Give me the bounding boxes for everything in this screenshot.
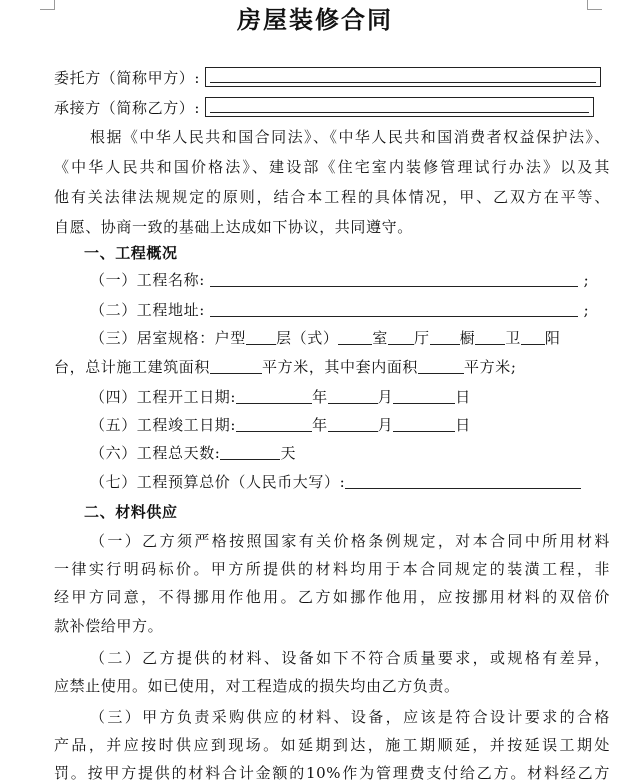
client-name-field[interactable] [205,67,601,87]
total-days-field[interactable] [220,444,280,460]
start-month-label: 月 [377,388,394,406]
document-title: 房屋装修合同 [237,5,393,34]
materials-p3-line-3: 罚。按甲方提供的材料合计金额的10%作为管理费支付给乙方。材料经乙方 [54,764,610,782]
client-label: 委托方（简称甲方）: [54,69,201,87]
room-label: 室 [372,329,389,347]
start-month-field[interactable] [328,388,378,404]
contractor-name-field[interactable] [205,97,594,117]
start-date-row [90,387,630,407]
balcony-label: 阳 [544,329,561,347]
section-1-heading: 一、工程概况 [84,244,178,262]
total-days-label: （六）工程总天数: [90,444,221,462]
balcony-count-field[interactable] [521,329,545,345]
room-spec-row [90,328,630,348]
area-row [54,357,610,377]
project-name-semicolon: ; [583,271,590,289]
materials-p1-line-1: （一）乙方须严格按照国家有关价格条例规定，对本合同中所用材料 [90,532,610,550]
total-days-unit: 天 [280,444,297,462]
project-name-label: （一）工程名称: [90,271,205,289]
contractor-label: 承接方（简称乙方）: [54,99,201,117]
start-year-field[interactable] [236,388,312,404]
start-year-label: 年 [312,388,328,406]
end-day-label: 日 [455,416,471,434]
cabinet-label: 橱 [459,329,476,347]
start-day-field[interactable] [393,388,455,404]
materials-p1-line-3: 经甲方同意，不得挪用作他用。乙方如挪作他用，应按挪用材料的双倍价 [54,588,610,606]
contractor-row [54,97,610,118]
budget-label: （七）工程预算总价（人民币大写）: [90,473,346,491]
project-address-field[interactable] [210,301,578,317]
room-spec-prefix: （三）居室规格：户型 [90,329,247,347]
bathroom-label: 卫 [505,329,521,347]
area-label-a: 台，总计施工建筑面积 [54,358,211,376]
house-type-field[interactable] [246,329,276,345]
budget-row [90,472,630,492]
end-date-row [90,415,630,435]
preamble-line-1: 根据《中华人民共和国合同法》、《中华人民共和国消费者权益保护法》、 [90,128,610,146]
area-label-b: 平方米，其中套内面积 [262,358,419,376]
end-date-label: （五）工程竣工日期: [90,416,237,434]
project-address-row [90,300,630,320]
area-label-c: 平方米; [464,358,517,376]
end-year-field[interactable] [236,416,312,432]
cabinet-count-field[interactable] [430,329,460,345]
materials-p3-line-1: （三）甲方负责采购供应的材料、设备，应该是符合设计要求的合格 [90,708,610,726]
budget-field[interactable] [345,473,581,489]
project-address-semicolon: ; [583,301,590,319]
end-day-field[interactable] [393,416,455,432]
room-count-field[interactable] [338,329,372,345]
building-area-field[interactable] [210,358,262,374]
project-name-field[interactable] [210,271,578,287]
preamble-line-2: 《中华人民共和国价格法》、建设部《住宅室内装修管理试行办法》以及其 [54,158,610,176]
hall-count-field[interactable] [388,329,414,345]
end-month-field[interactable] [328,416,378,432]
preamble-line-3: 他有关法律法规规定的原则，结合本工程的具体情况，甲、乙双方在平等、 [54,188,610,206]
start-date-label: （四）工程开工日期: [90,388,237,406]
start-day-label: 日 [455,388,471,406]
materials-p3-line-2: 产品，并应按时供应到现场。如延期到达，施工期顺延，并按延误工期处 [54,736,610,754]
project-address-label: （二）工程地址: [90,301,205,319]
materials-p2-line-2: 应禁止使用。如已使用，对工程造成的损失均由乙方负责。 [54,677,460,695]
bathroom-count-field[interactable] [475,329,505,345]
materials-p2-line-1: （二）乙方提供的材料、设备如下不符合质量要求，或规格有差异， [90,649,610,667]
section-2-heading: 二、材料供应 [84,503,178,521]
preamble-line-4: 自愿、协商一致的基础上达成如下协议，共同遵守。 [54,218,413,236]
total-days-row [90,443,630,463]
materials-p1-line-4: 款补偿给甲方。 [54,617,164,635]
end-month-label: 月 [377,416,394,434]
project-name-row [90,270,630,290]
end-year-label: 年 [312,416,328,434]
materials-p1-line-2: 一律实行明码标价。甲方所提供的材料均用于本合同规定的装潢工程，非 [54,560,610,578]
client-row [54,67,610,88]
floor-label: 层（式） [276,329,339,347]
hall-label: 厅 [414,329,430,347]
inner-area-field[interactable] [418,358,464,374]
